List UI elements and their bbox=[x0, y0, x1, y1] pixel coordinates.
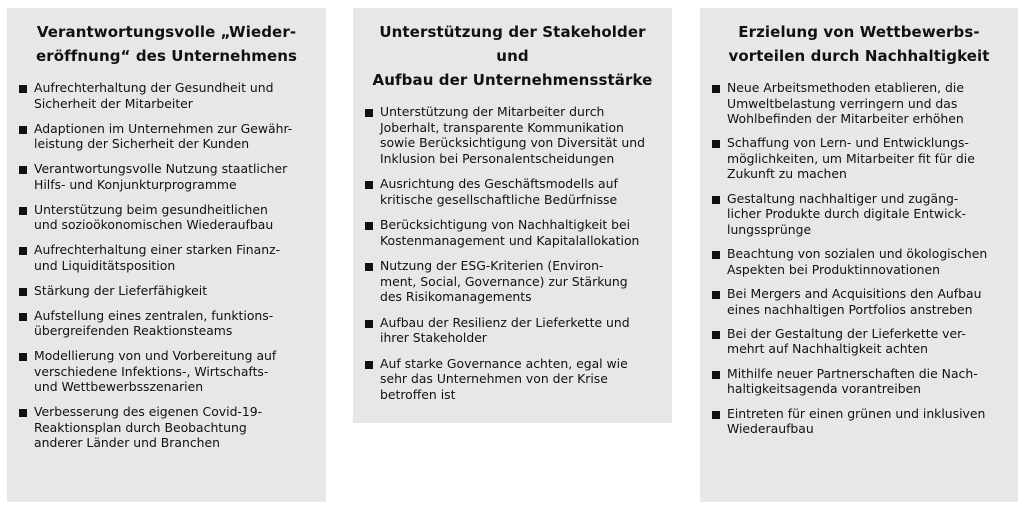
list-item bbox=[712, 246, 1008, 277]
list-item bbox=[712, 80, 1008, 127]
list-item bbox=[19, 404, 316, 451]
square-bullet-icon bbox=[19, 126, 27, 134]
list-item bbox=[19, 80, 316, 111]
list-item-text: Neue Arbeitsmethoden etablieren, die Umweltbelastung verringern und das Wohlbefinden der Mitarbeiter erhöhen bbox=[727, 80, 964, 126]
list-item bbox=[712, 135, 1008, 182]
list-item-text: Aufstellung eines zentralen, funktions- übergreifenden Reaktionsteams bbox=[34, 307, 274, 338]
square-bullet-icon bbox=[19, 409, 27, 417]
panel-title: Erzielung von Wettbewerbs- vorteilen durch Nachhaltigkeit bbox=[728, 23, 990, 65]
list-item bbox=[365, 176, 662, 207]
panel-competitive-advantage bbox=[700, 8, 1018, 502]
square-bullet-icon bbox=[712, 291, 720, 299]
list-item-text: Schaffung von Lern- und Entwicklungs- möglichkeiten, um Mitarbeiter fit für die Zukunft zu machen bbox=[727, 135, 975, 182]
list-item-text: Aufbau der Resilienz der Lieferkette und ihrer Stakeholder bbox=[380, 314, 630, 345]
square-bullet-icon bbox=[19, 313, 27, 321]
list-item-text: Bei der Gestaltung der Lieferkette ver- mehrt auf Nachhaltigkeit achten bbox=[727, 325, 966, 357]
square-bullet-icon bbox=[365, 320, 373, 328]
square-bullet-icon bbox=[712, 140, 720, 148]
list-item-text: Berücksichtigung von Nachhaltigkeit bei Kostenmanagement und Kapitalallokation bbox=[380, 217, 640, 248]
square-bullet-icon bbox=[712, 196, 720, 204]
list-item-text: Unterstützung beim gesundheitlichen und sozioökonomischen Wiederaufbau bbox=[34, 201, 274, 232]
list-item bbox=[19, 202, 316, 233]
list-item-text: Verbesserung des eigenen Covid-19- Reaktionsplan durch Beobachtung anderer Länder und Branchen bbox=[34, 404, 263, 450]
square-bullet-icon bbox=[365, 109, 373, 117]
list-item bbox=[365, 104, 662, 166]
square-bullet-icon bbox=[712, 371, 720, 379]
list-item-text: Stärkung der Lieferfähigkeit bbox=[34, 282, 208, 298]
square-bullet-icon bbox=[712, 85, 720, 93]
square-bullet-icon bbox=[365, 361, 373, 369]
square-bullet-icon bbox=[712, 411, 720, 419]
square-bullet-icon bbox=[712, 251, 720, 259]
list-item bbox=[712, 286, 1008, 317]
square-bullet-icon bbox=[712, 331, 720, 339]
list-item-text: Aufrechterhaltung einer starken Finanz- und Liquiditätsposition bbox=[34, 242, 281, 273]
list-item-text: Gestaltung nachhaltiger und zugäng- licher Produkte durch digitale Entwick- lungssprünge bbox=[727, 190, 966, 237]
list-item-text: Eintreten für einen grünen und inklusiven Wiederaufbau bbox=[727, 405, 986, 437]
list-item bbox=[19, 121, 316, 152]
list-item bbox=[712, 326, 1008, 357]
square-bullet-icon bbox=[19, 85, 27, 93]
list-item bbox=[712, 366, 1008, 397]
list-item bbox=[365, 356, 662, 403]
list-item bbox=[712, 406, 1008, 437]
list-item-text: Adaptionen im Unternehmen zur Gewähr- leistung der Sicherheit der Kunden bbox=[34, 120, 293, 151]
square-bullet-icon bbox=[365, 181, 373, 189]
bullet-list bbox=[700, 68, 1018, 437]
list-item-text: Bei Mergers and Acquisitions den Aufbau eines nachhaltigen Portfolios anstreben bbox=[727, 286, 982, 317]
square-bullet-icon bbox=[365, 222, 373, 230]
list-item bbox=[365, 258, 662, 305]
square-bullet-icon bbox=[19, 353, 27, 361]
list-item-text: Verantwortungsvolle Nutzung staatlicher Hilfs- und Konjunkturprogramme bbox=[34, 161, 288, 192]
panel-responsible-reopening bbox=[7, 8, 326, 502]
list-item bbox=[365, 217, 662, 248]
list-item-text: Ausrichtung des Geschäftsmodells auf kritische gesellschaftliche Bedürfnisse bbox=[380, 176, 618, 207]
panel-title: Unterstützung der Stakeholder und Aufbau der Unternehmensstärke bbox=[372, 23, 653, 89]
bullet-list bbox=[353, 92, 672, 402]
square-bullet-icon bbox=[365, 263, 373, 271]
square-bullet-icon bbox=[19, 166, 27, 174]
bullet-list bbox=[7, 68, 326, 451]
list-item-text: Aufrechterhaltung der Gesundheit und Sicherheit der Mitarbeiter bbox=[34, 80, 274, 111]
panel-stakeholder-support bbox=[353, 8, 672, 423]
square-bullet-icon bbox=[19, 247, 27, 255]
list-item-text: Mithilfe neuer Partnerschaften die Nach- haltigkeitsagenda vorantreiben bbox=[727, 365, 978, 397]
square-bullet-icon bbox=[19, 288, 27, 296]
list-item-text: Modellierung von und Vorbereitung auf verschiedene Infektions-, Wirtschafts- und Wettbewerbsszenarien bbox=[34, 348, 277, 394]
list-item-text: Beachtung von sozialen und ökologischen Aspekten bei Produktinnovationen bbox=[727, 246, 988, 277]
list-item bbox=[19, 348, 316, 395]
list-item bbox=[712, 191, 1008, 238]
panel-title: Verantwortungsvolle „Wieder- eröffnung“ des Unternehmens bbox=[35, 23, 298, 65]
square-bullet-icon bbox=[19, 207, 27, 215]
list-item-text: Auf starke Governance achten, egal wie sehr das Unternehmen von der Krise betroffen ist bbox=[380, 355, 628, 402]
list-item bbox=[19, 283, 316, 299]
list-item bbox=[19, 161, 316, 192]
list-item bbox=[19, 308, 316, 339]
list-item-text: Nutzung der ESG-Kriterien (Environ- ment, Social, Governance) zur Stärkung des Risikomanagements bbox=[380, 258, 628, 304]
list-item bbox=[19, 242, 316, 273]
list-item bbox=[365, 315, 662, 346]
list-item-text: Unterstützung der Mitarbeiter durch Joberhalt, transparente Kommunikation sowie Berücksichtigung von Diversität und Inklusion bei Personalentscheidungen bbox=[380, 104, 645, 166]
